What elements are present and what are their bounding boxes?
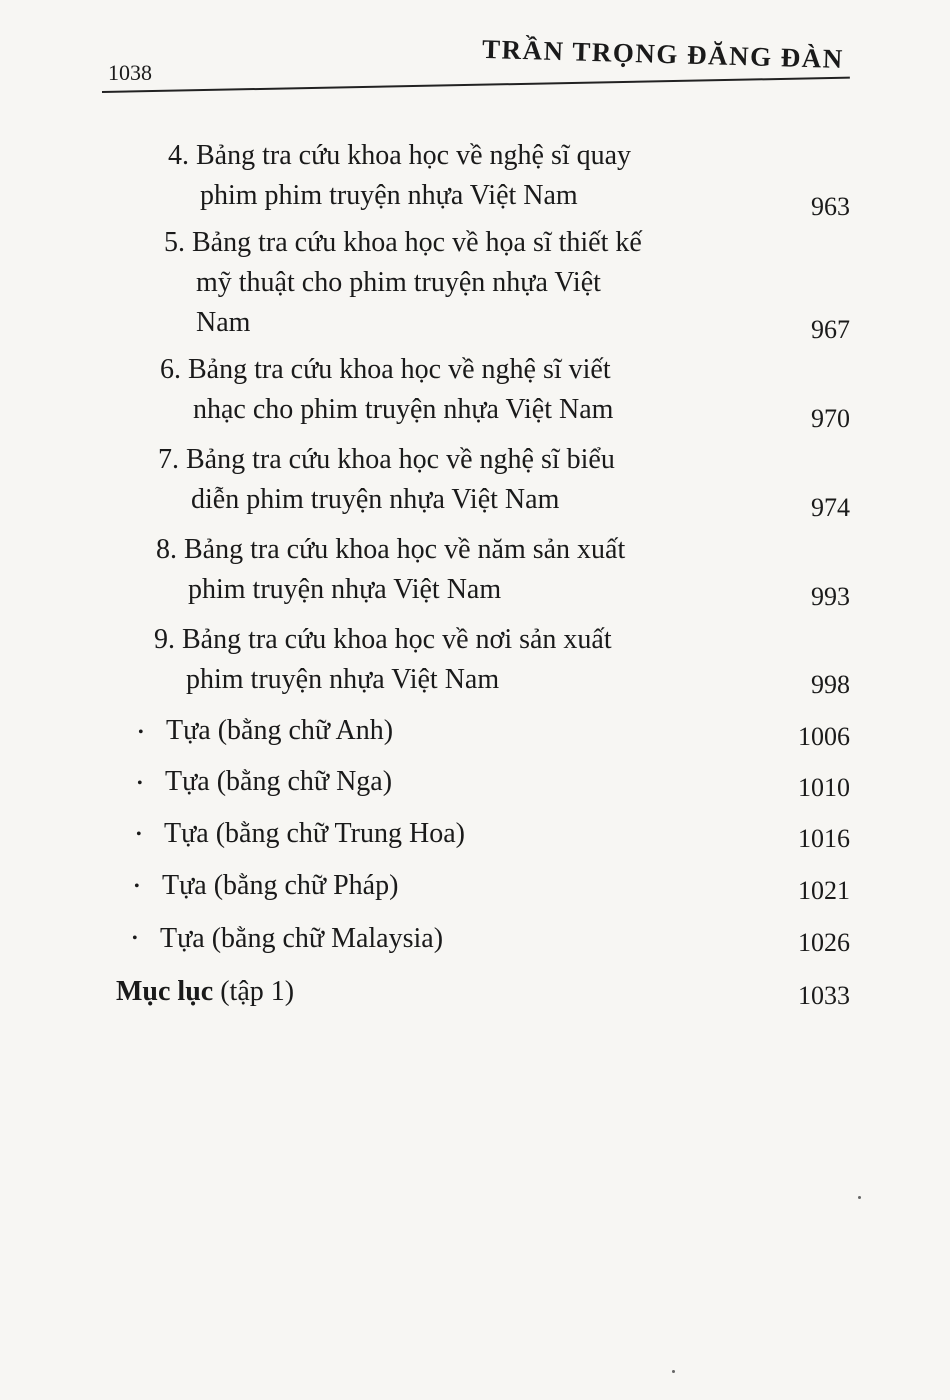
toc-entry-7: [158, 440, 615, 520]
toc-bullet-entry: Tựa (bằng chữ Anh): [166, 715, 394, 746]
toc-entry-line: diễn phim truyện nhựa Việt Nam: [191, 484, 560, 515]
final-entry-bold: Mục lục: [116, 976, 214, 1007]
toc-entry-line: 7. Bảng tra cứu khoa học về nghệ sĩ biểu: [158, 444, 615, 475]
toc-page-number: 1016: [798, 824, 850, 853]
toc-page-number: 963: [811, 192, 850, 221]
toc-entry-line: 8. Bảng tra cứu khoa học về năm sản xuất: [156, 534, 626, 565]
toc-final-entry: [116, 972, 294, 1012]
toc-entry-8: [156, 530, 625, 610]
bullet-icon: •: [134, 878, 140, 895]
final-entry-rest: (tập 1): [213, 976, 295, 1007]
toc-entry-line: 9. Bảng tra cứu khoa học về nơi sản xuất: [154, 624, 612, 655]
toc-entry-4: [168, 136, 631, 216]
paper-speck: [858, 1196, 861, 1199]
bullet-icon: •: [132, 930, 138, 947]
toc-page-number: 993: [811, 582, 850, 611]
toc-entry-line: 4. Bảng tra cứu khoa học về nghệ sĩ quay: [168, 140, 632, 171]
running-title: TRẦN TRỌNG ĐĂNG ĐÀN: [481, 33, 845, 74]
toc-entry-line: 5. Bảng tra cứu khoa học về họa sĩ thiết kế: [164, 227, 642, 258]
toc-entry-6: [160, 350, 613, 430]
toc-bullet-entry: Tựa (bằng chữ Trung Hoa): [164, 818, 465, 849]
bullet-icon: •: [138, 724, 144, 741]
toc-entry-5: [164, 223, 642, 343]
toc-page-number: 998: [811, 670, 850, 699]
toc-entry-line: Nam: [196, 307, 251, 338]
toc-entry-9: [154, 620, 612, 700]
toc-entry-line: 6. Bảng tra cứu khoa học về nghệ sĩ viết: [160, 354, 611, 385]
toc-page-number: 1006: [798, 722, 850, 751]
toc-page-number: 967: [811, 315, 850, 344]
bullet-icon: •: [137, 775, 143, 792]
toc-page-number: 1021: [798, 876, 850, 905]
toc-page-number: 974: [811, 493, 850, 522]
toc-page-number: 1010: [798, 773, 850, 802]
toc-entry-line: mỹ thuật cho phim truyện nhựa Việt: [196, 267, 601, 298]
toc-page-number: 1033: [798, 981, 850, 1010]
page-number: 1038: [108, 60, 152, 85]
toc-page-number: 1026: [798, 928, 850, 957]
toc-bullet-entry: Tựa (bằng chữ Malaysia): [160, 923, 444, 954]
paper-speck: [672, 1370, 675, 1373]
toc-bullet-entry: Tựa (bằng chữ Nga): [165, 766, 393, 797]
toc-entry-line: nhạc cho phim truyện nhựa Việt Nam: [193, 394, 614, 425]
toc-page-number: 970: [811, 404, 850, 433]
bullet-icon: •: [136, 826, 142, 843]
toc-bullet-entry: Tựa (bằng chữ Pháp): [162, 870, 399, 901]
toc-entry-line: phim phim truyện nhựa Việt Nam: [200, 180, 578, 211]
toc-entry-line: phim truyện nhựa Việt Nam: [186, 664, 500, 695]
toc-entry-line: phim truyện nhựa Việt Nam: [188, 574, 502, 605]
